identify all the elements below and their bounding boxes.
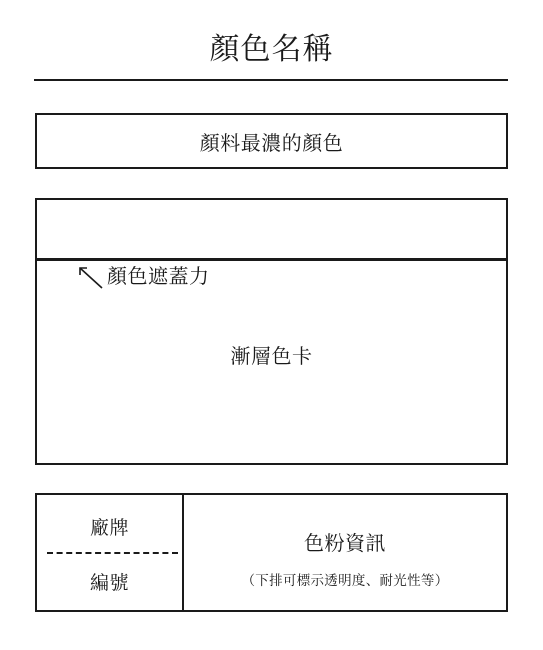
pigment-info-note: （下排可標示透明度、耐光性等） bbox=[241, 573, 449, 589]
strongest-color-label: 顏料最濃的顏色 bbox=[199, 130, 344, 155]
pigment-info-column bbox=[184, 495, 506, 610]
arrow-up-left-icon bbox=[77, 266, 105, 290]
opacity-label: 顏色遮蓋力 bbox=[107, 264, 210, 288]
pigment-info-title: 色粉資訊 bbox=[304, 531, 386, 555]
brand-label: 廠牌 bbox=[89, 517, 129, 539]
brand-code-column bbox=[37, 495, 184, 610]
strip-divider bbox=[37, 258, 506, 261]
opacity-strip bbox=[37, 200, 506, 260]
swatch-box bbox=[35, 198, 508, 465]
dashed-divider bbox=[47, 552, 178, 554]
title-underline bbox=[34, 79, 508, 81]
page-title: 顏色名稱 bbox=[209, 32, 334, 67]
gradient-chart-label: 漸層色卡 bbox=[230, 344, 313, 368]
strongest-color-box bbox=[35, 113, 508, 169]
code-label: 編號 bbox=[89, 572, 129, 594]
info-box bbox=[35, 493, 508, 612]
